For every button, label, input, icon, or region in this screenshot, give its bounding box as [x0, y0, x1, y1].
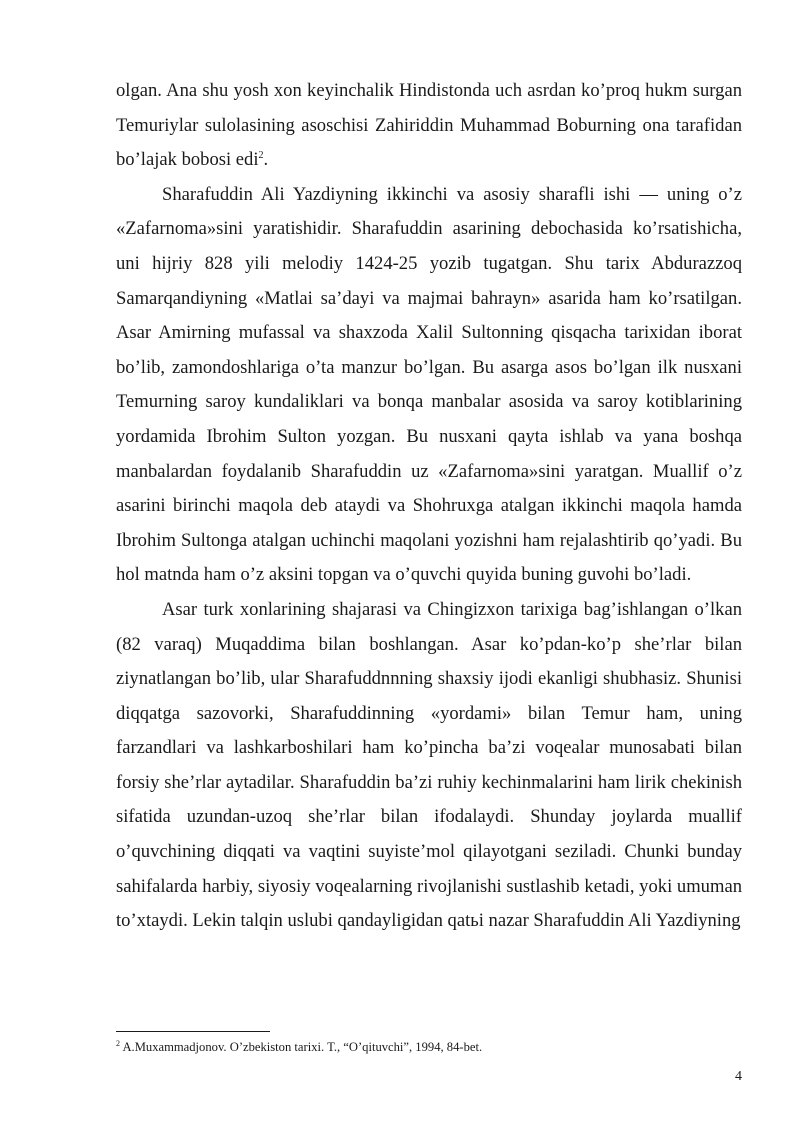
body-text — [116, 74, 742, 939]
paragraph-2: Sharafuddin Ali Yazdiyning ikkinchi va asosiy sharafli ishi — uning o’z «Zafarnoma»sini yaratishidir. Sharafuddin asarining debochasida ko’rsatishicha, uni hijriy 828 yili melodiy 1424-25 yozib tugatgan. Shu tarix Abdurazzoq Samarqandiyning «Matlai sa’dayi va majmai bahrayn» asarida ham ko’rsatilgan. Asar Amirning mufassal va shaxzoda Xalil Sultonning qisqacha tarixidan iborat bo’lib, zamondoshlariga o’ta manzur bo’lgan. Bu asarga asos bo’lgan ilk nusxani Temurning saroy kundaliklari va bonqa manbalar asosida va saroy kotiblarining yordamida Ibrohim Sulton yozgan. Bu nusxani qayta ishlab va yana boshqa manbalardan foydalanib Sharafuddin uz «Zafarnoma»sini yaratgan. Muallif o’z asarini birinchi maqola deb ataydi va Shohruxga atalgan ikkinchi maqola hamda Ibrohim Sultonga atalgan uchinchi maqolani yozishni ham rejalashtirib qo’yadi. Bu hol matnda ham o’z aksini topgan va o’quvchi quyida buning guvohi bo’ladi. — [116, 183, 742, 586]
page-number: 4 — [735, 1069, 742, 1084]
footnote-reference[interactable]: 2 — [258, 150, 264, 161]
footnote-separator — [116, 1031, 270, 1032]
paragraph-1 — [116, 74, 742, 178]
paragraph-1-end: . — [263, 149, 269, 171]
paragraph-1-text: olgan. Ana shu yosh xon keyinchalik Hindistonda uch asrdan ko’proq hukm surgan Temuriylar sulolasining asoschisi Zahiriddin Muhammad Boburning ona tarafidan bo’lajak bobosi edi — [116, 80, 742, 171]
footnote-text: A.Muxammadjonov. O’zbekiston tarixi. T., “O’qituvchi”, 1994, 84-bet. — [120, 1040, 483, 1054]
paragraph-3: Asar turk xonlarining shajarasi va Chingizxon tarixiga bag’ishlangan o’lkan (82 varaq) Muqaddima bilan boshlangan. Asar ko’pdan-ko’p she’rlar bilan ziynatlangan bo’lib, ular Sharafuddnnning shaxsiy ijodi ekanligi shubhasiz. Shunisi diqqatga sazovorki, Sharafuddinning «yordami» bilan Temur ham, uning farzandlari va lashkarboshilari ham ko’pincha ba’zi voqealar munosabati bilan forsiy she’rlar aytadilar. Sharafuddin ba’zi ruhiy kechinmalarini ham lirik chekinish sifatida uzundan-uzoq she’rlar bilan ifodalaydi. Shunday joylarda muallif o’quvchining diqqati va vaqtini suyiste’mol qilayotgani seziladi. Chunki bunday sahifalarda harbiy, siyosiy voqealarning rivojlanishi sustlashib ketadi, yoki umuman to’xtaydi. Lekin talqin uslubi qandayligidan qatьi nazar Sharafuddin Ali Yazdiyning — [116, 598, 742, 932]
footnote — [116, 1038, 742, 1056]
footnote-marker: 2 — [116, 1038, 120, 1048]
